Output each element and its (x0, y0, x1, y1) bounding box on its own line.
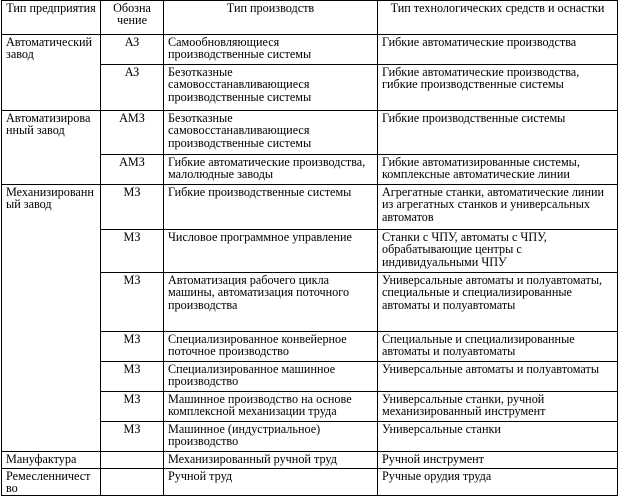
enterprise-type-cell: Ремесленничество (2, 469, 101, 496)
table-row (2, 422, 618, 452)
enterprise-type-cell: Автоматизированный завод (2, 111, 101, 155)
code-cell: МЗ (101, 185, 164, 230)
table-row (2, 185, 618, 230)
enterprise-type-cell-empty (2, 362, 101, 392)
enterprise-type-cell: Мануфактура (2, 452, 101, 469)
code-cell: МЗ (101, 332, 164, 362)
production-cell: Безотказные самовосстанавливающиеся производственные системы (164, 111, 378, 155)
production-cell: Гибкие производственные системы (164, 185, 378, 230)
enterprise-type-cell-empty (2, 230, 101, 273)
code-cell: МЗ (101, 422, 164, 452)
header-row (2, 1, 618, 35)
table-row (2, 111, 618, 155)
equipment-cell: Ручные орудия труда (378, 469, 618, 496)
code-cell (101, 469, 164, 496)
table-row (2, 392, 618, 422)
production-cell: Машинное производство на основе комплексной механизации труда (164, 392, 378, 422)
enterprise-type-cell-empty (2, 422, 101, 452)
table-row (2, 452, 618, 469)
code-cell: МЗ (101, 273, 164, 332)
enterprise-type-cell-empty (2, 65, 101, 111)
table-row (2, 469, 618, 496)
equipment-cell: Универсальные станки (378, 422, 618, 452)
production-cell: Ручной труд (164, 469, 378, 496)
equipment-cell: Универсальные автоматы и полуавтоматы (378, 362, 618, 392)
production-cell: Специализированное конвейерное поточное производство (164, 332, 378, 362)
code-cell: МЗ (101, 392, 164, 422)
table-row (2, 35, 618, 65)
enterprise-type-cell-empty (2, 155, 101, 185)
production-cell: Числовое программное управление (164, 230, 378, 273)
header-type: Тип предприятия (2, 1, 101, 35)
code-cell: АЗ (101, 65, 164, 111)
equipment-cell: Универсальные станки, ручной механизированный инструмент (378, 392, 618, 422)
enterprise-type-cell: Автоматический завод (2, 35, 101, 65)
equipment-cell: Гибкие автоматические производства (378, 35, 618, 65)
equipment-cell: Гибкие автоматизированные системы, комплексные автоматические линии (378, 155, 618, 185)
equipment-cell: Агрегатные станки, автоматические линии из агрегатных станков и универсальных автоматов (378, 185, 618, 230)
enterprise-type-cell-empty (2, 332, 101, 362)
code-cell: АМЗ (101, 111, 164, 155)
production-cell: Безотказные самовосстанавливающиеся производственные системы (164, 65, 378, 111)
production-cell: Механизированный ручной труд (164, 452, 378, 469)
production-cell: Специализированное машинное производство (164, 362, 378, 392)
header-equipment: Тип технологических средств и оснастки (378, 1, 618, 35)
code-cell: АМЗ (101, 155, 164, 185)
table-row (2, 362, 618, 392)
enterprise-type-cell-empty (2, 273, 101, 332)
table-row (2, 65, 618, 111)
table-row (2, 273, 618, 332)
enterprise-type-cell-empty (2, 392, 101, 422)
production-cell: Машинное (индустриальное) производство (164, 422, 378, 452)
table-row (2, 230, 618, 273)
header-code: Обозна чение (101, 1, 164, 35)
code-cell: МЗ (101, 230, 164, 273)
enterprise-type-cell: Механизированный завод (2, 185, 101, 230)
equipment-cell: Универсальные автоматы и полуавтоматы, специальные и специализированные автоматы и полуавтоматы (378, 273, 618, 332)
equipment-cell: Станки с ЧПУ, автоматы с ЧПУ, обрабатывающие центры с индивидуальными ЧПУ (378, 230, 618, 273)
code-cell: МЗ (101, 362, 164, 392)
table-row (2, 155, 618, 185)
equipment-cell: Специальные и специализированные автоматы и полуавтоматы (378, 332, 618, 362)
production-cell: Автоматизация рабочего цикла машины, автоматизация поточного производства (164, 273, 378, 332)
production-cell: Гибкие автоматические производства, малолюдные заводы (164, 155, 378, 185)
equipment-cell: Гибкие производственные системы (378, 111, 618, 155)
header-production: Тип производств (164, 1, 378, 35)
equipment-cell: Ручной инструмент (378, 452, 618, 469)
code-cell: АЗ (101, 35, 164, 65)
code-cell (101, 452, 164, 469)
table-row (2, 332, 618, 362)
equipment-cell: Гибкие автоматические производства, гибкие производственные системы (378, 65, 618, 111)
production-cell: Самообновляющиеся производственные системы (164, 35, 378, 65)
enterprise-types-table (1, 0, 618, 496)
